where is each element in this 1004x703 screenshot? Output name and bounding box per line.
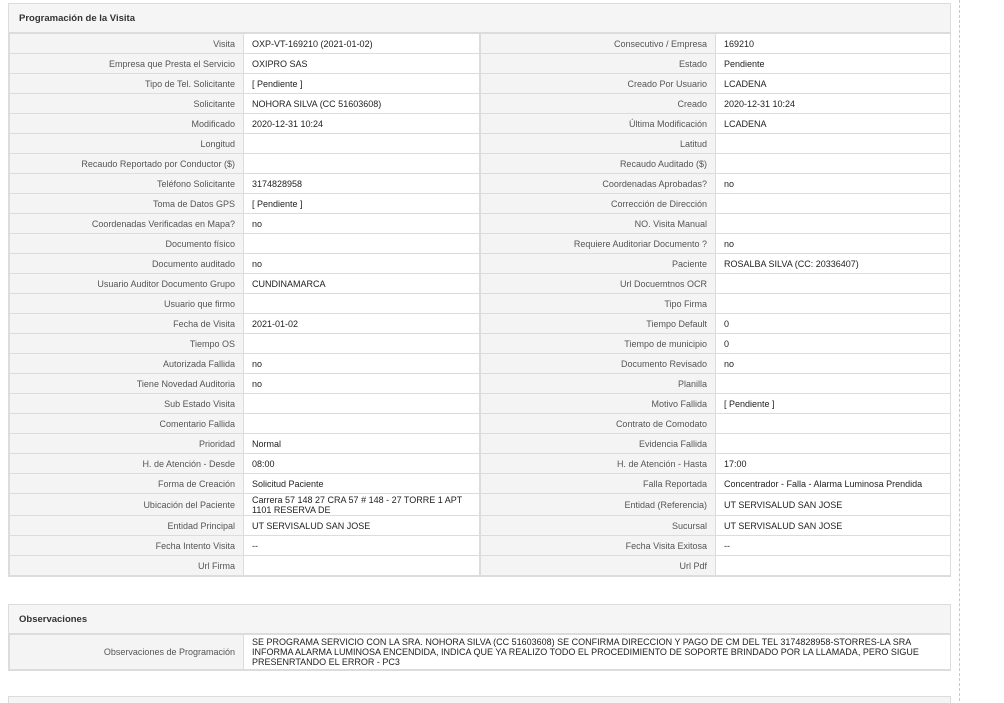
- detail-row: [10, 434, 951, 454]
- field-label: Tipo de Tel. Solicitante: [10, 74, 244, 94]
- detail-row: [10, 354, 951, 374]
- field-value: 0: [716, 314, 951, 334]
- field-value: [716, 194, 951, 214]
- field-label: Modificado: [10, 114, 244, 134]
- field-label: Url Pdf: [480, 556, 716, 576]
- field-value: [716, 556, 951, 576]
- field-value: 2020-12-31 10:24: [716, 94, 951, 114]
- field-value: Normal: [244, 434, 480, 454]
- field-label: Tiempo Default: [480, 314, 716, 334]
- field-label: Consecutivo / Empresa: [480, 34, 716, 54]
- field-label: Entidad (Referencia): [480, 494, 716, 516]
- field-label: Tiempo OS: [10, 334, 244, 354]
- field-label: Sucursal: [480, 516, 716, 536]
- detail-row: [10, 154, 951, 174]
- detail-row: [10, 94, 951, 114]
- detail-row: [10, 34, 951, 54]
- detail-row: [10, 114, 951, 134]
- field-value: [ Pendiente ]: [716, 394, 951, 414]
- field-value: [244, 234, 480, 254]
- observations-panel: [8, 604, 951, 671]
- visit-programming-title: Programación de la Visita: [9, 4, 950, 33]
- detail-row: [10, 454, 951, 474]
- field-label: Corrección de Dirección: [480, 194, 716, 214]
- field-value: [244, 294, 480, 314]
- field-label: Contrato de Comodato: [480, 414, 716, 434]
- field-label: Recaudo Auditado ($): [480, 154, 716, 174]
- field-label: Usuario Auditor Documento Grupo: [10, 274, 244, 294]
- field-label: Fecha Visita Exitosa: [480, 536, 716, 556]
- field-value: [716, 434, 951, 454]
- field-value: no: [716, 174, 951, 194]
- field-value: UT SERVISALUD SAN JOSE: [716, 494, 951, 516]
- field-value: Pendiente: [716, 54, 951, 74]
- detail-row: [10, 536, 951, 556]
- detail-row: [10, 556, 951, 576]
- detail-row: [10, 74, 951, 94]
- field-label: Documento físico: [10, 234, 244, 254]
- field-value: [244, 334, 480, 354]
- field-label: Solicitante: [10, 94, 244, 114]
- field-value: [244, 394, 480, 414]
- field-label: H. de Atención - Hasta: [480, 454, 716, 474]
- observations-label: Observaciones de Programación: [10, 635, 244, 670]
- field-value: [716, 274, 951, 294]
- field-value: --: [716, 536, 951, 556]
- field-label: Requiere Auditoriar Documento ?: [480, 234, 716, 254]
- detail-row: [10, 134, 951, 154]
- field-label: Falla Reportada: [480, 474, 716, 494]
- field-value: OXP-VT-169210 (2021-01-02): [244, 34, 480, 54]
- field-value: [716, 414, 951, 434]
- field-value: no: [244, 374, 480, 394]
- field-label: NO. Visita Manual: [480, 214, 716, 234]
- detail-row: [10, 214, 951, 234]
- field-value: [244, 154, 480, 174]
- field-value: Concentrador - Falla - Alarma Luminosa Prendida: [716, 474, 951, 494]
- field-label: Coordenadas Verificadas en Mapa?: [10, 214, 244, 234]
- field-label: Coordenadas Aprobadas?: [480, 174, 716, 194]
- detail-row: [10, 234, 951, 254]
- observations-row: [10, 635, 951, 670]
- field-label: H. de Atención - Desde: [10, 454, 244, 474]
- field-label: Entidad Principal: [10, 516, 244, 536]
- field-label: Tipo Firma: [480, 294, 716, 314]
- detail-row: [10, 254, 951, 274]
- field-label: Tiempo de municipio: [480, 334, 716, 354]
- field-label: Recaudo Reportado por Conductor ($): [10, 154, 244, 174]
- field-value: [244, 556, 480, 576]
- field-label: Planilla: [480, 374, 716, 394]
- detail-row: [10, 174, 951, 194]
- field-value: [716, 294, 951, 314]
- field-value: [716, 374, 951, 394]
- field-label: Toma de Datos GPS: [10, 194, 244, 214]
- field-label: Documento Revisado: [480, 354, 716, 374]
- field-label: Comentario Fallida: [10, 414, 244, 434]
- field-label: Autorizada Fallida: [10, 354, 244, 374]
- field-label: Latitud: [480, 134, 716, 154]
- field-value: no: [244, 214, 480, 234]
- visit-details-table: [9, 33, 951, 576]
- field-value: 17:00: [716, 454, 951, 474]
- field-value: Carrera 57 148 27 CRA 57 # 148 - 27 TORRE 1 APT 1101 RESERVA DE: [244, 494, 480, 516]
- field-value: no: [716, 354, 951, 374]
- field-value: [716, 134, 951, 154]
- detail-row: [10, 54, 951, 74]
- field-value: 3174828958: [244, 174, 480, 194]
- field-value: [ Pendiente ]: [244, 194, 480, 214]
- field-value: no: [244, 354, 480, 374]
- field-value: 169210: [716, 34, 951, 54]
- field-value: LCADENA: [716, 114, 951, 134]
- field-label: Sub Estado Visita: [10, 394, 244, 414]
- field-value: no: [716, 234, 951, 254]
- field-label: Url Docuemtnos OCR: [480, 274, 716, 294]
- field-label: Forma de Creación: [10, 474, 244, 494]
- detail-row: [10, 294, 951, 314]
- field-value: 0: [716, 334, 951, 354]
- field-label: Documento auditado: [10, 254, 244, 274]
- field-label: Motivo Fallida: [480, 394, 716, 414]
- field-value: UT SERVISALUD SAN JOSE: [244, 516, 480, 536]
- detail-row: [10, 314, 951, 334]
- field-label: Creado: [480, 94, 716, 114]
- field-value: CUNDINAMARCA: [244, 274, 480, 294]
- field-value: no: [244, 254, 480, 274]
- observations-text: SE PROGRAMA SERVICIO CON LA SRA. NOHORA SILVA (CC 51603608) SE CONFIRMA DIRECCION Y PAGO DE CM DEL TEL 3174828958-STORRES-LA SRA INFORMA ALARMA LUMINOSA ENCENDIDA, INDICA QUE YA REALIZO TODO EL PROCEDIMIENTO DE SOPORTE BRINDADO POR LA LLAMADA, PERO SIGUE PRESENRTANDO EL ERROR - PC3: [244, 635, 951, 670]
- field-label: Creado Por Usuario: [480, 74, 716, 94]
- field-label: Usuario que firmo: [10, 294, 244, 314]
- field-label: Url Firma: [10, 556, 244, 576]
- field-label: Teléfono Solicitante: [10, 174, 244, 194]
- field-value: OXIPRO SAS: [244, 54, 480, 74]
- field-label: Paciente: [480, 254, 716, 274]
- detail-row: [10, 516, 951, 536]
- field-value: LCADENA: [716, 74, 951, 94]
- field-value: [716, 214, 951, 234]
- detail-row: [10, 274, 951, 294]
- field-label: Empresa que Presta el Servicio: [10, 54, 244, 74]
- field-label: Evidencia Fallida: [480, 434, 716, 454]
- detail-row: [10, 334, 951, 354]
- detail-row: [10, 394, 951, 414]
- field-value: [244, 134, 480, 154]
- field-value: 08:00: [244, 454, 480, 474]
- visit-programming-panel: [8, 3, 951, 577]
- field-label: Prioridad: [10, 434, 244, 454]
- field-label: Longitud: [10, 134, 244, 154]
- field-value: NOHORA SILVA (CC 51603608): [244, 94, 480, 114]
- field-label: Estado: [480, 54, 716, 74]
- field-label: Fecha Intento Visita: [10, 536, 244, 556]
- detail-row: [10, 194, 951, 214]
- field-label: Última Modificación: [480, 114, 716, 134]
- next-panel-edge: [8, 696, 951, 703]
- detail-row: [10, 474, 951, 494]
- field-value: --: [244, 536, 480, 556]
- observations-title: Observaciones: [9, 605, 950, 634]
- field-value: [716, 154, 951, 174]
- field-label: Visita: [10, 34, 244, 54]
- field-value: UT SERVISALUD SAN JOSE: [716, 516, 951, 536]
- field-value: 2020-12-31 10:24: [244, 114, 480, 134]
- observations-table: [9, 634, 951, 670]
- field-label: Fecha de Visita: [10, 314, 244, 334]
- detail-row: [10, 374, 951, 394]
- field-label: Tiene Novedad Auditoria: [10, 374, 244, 394]
- page-divider: [959, 0, 960, 701]
- detail-row: [10, 494, 951, 516]
- field-value: 2021-01-02: [244, 314, 480, 334]
- field-value: [ Pendiente ]: [244, 74, 480, 94]
- field-value: [244, 414, 480, 434]
- field-label: Ubicación del Paciente: [10, 494, 244, 516]
- detail-row: [10, 414, 951, 434]
- field-value: ROSALBA SILVA (CC: 20336407): [716, 254, 951, 274]
- field-value: Solicitud Paciente: [244, 474, 480, 494]
